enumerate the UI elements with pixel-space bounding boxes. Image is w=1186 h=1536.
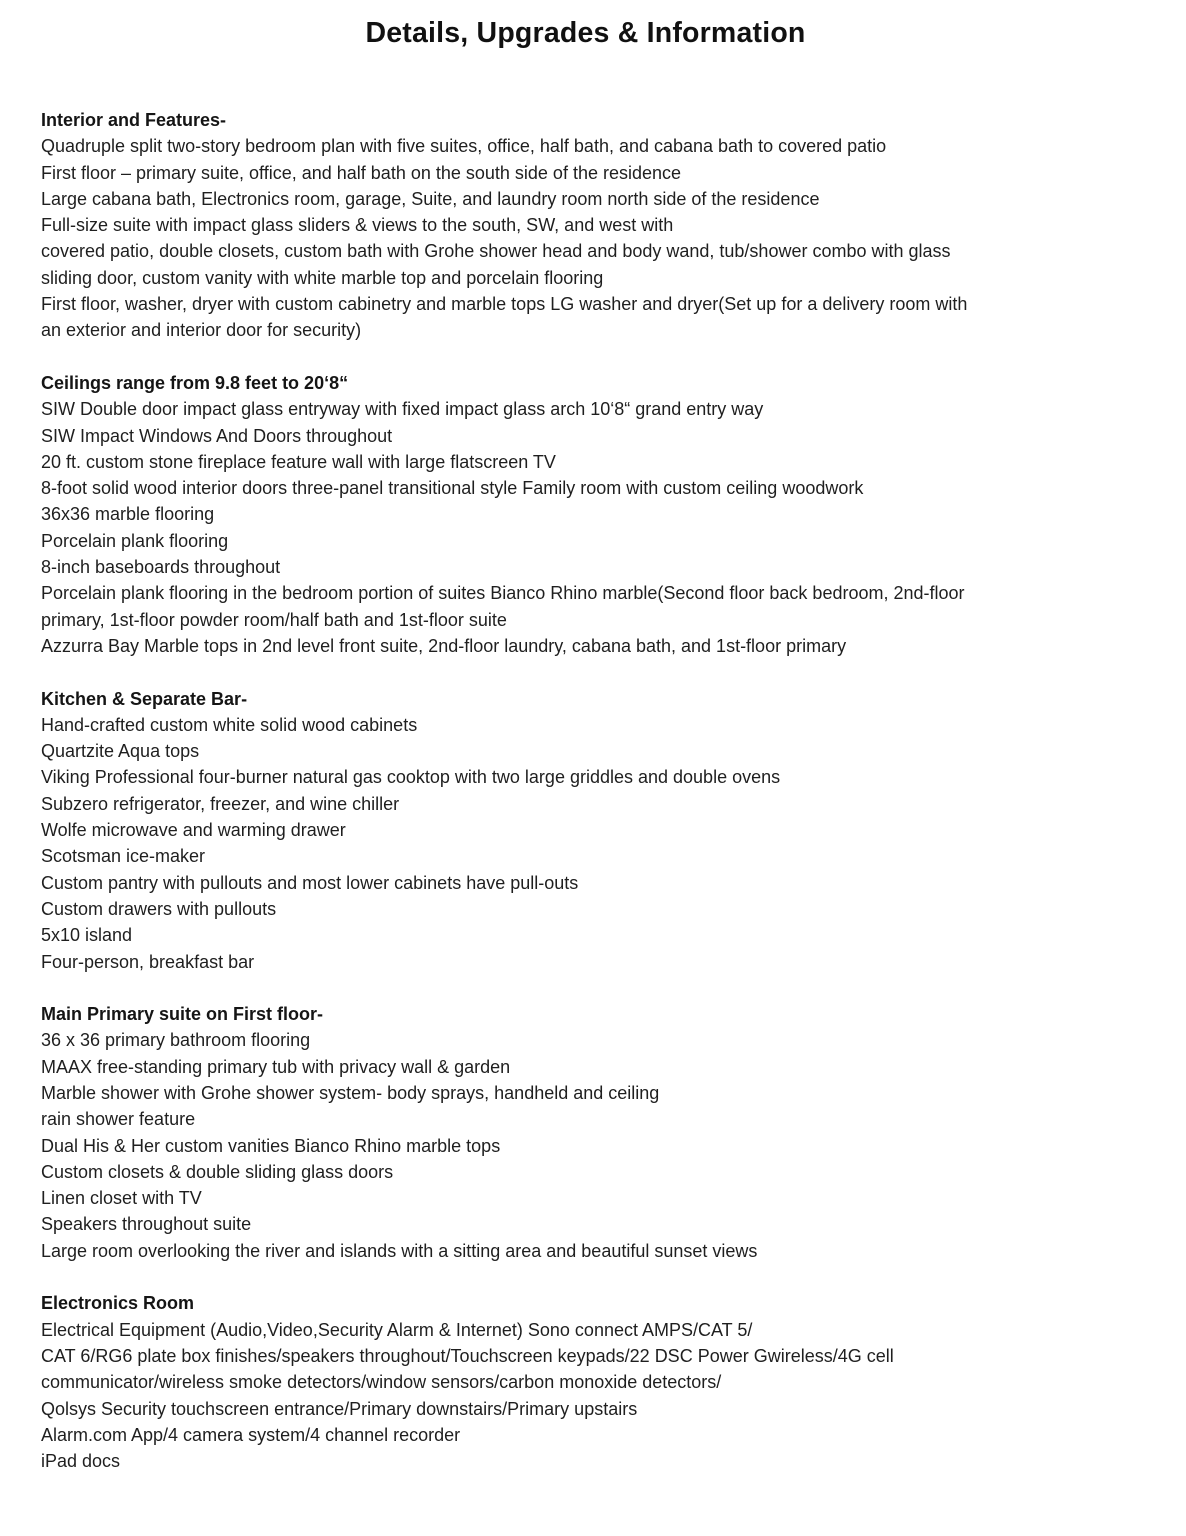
text-line: iPad docs	[41, 1451, 121, 1472]
text-line: Wolfe microwave and warming drawer	[41, 820, 346, 841]
section-lines	[41, 1317, 1130, 1475]
text-line: 20 ft. custom stone fireplace feature wall with large flatscreen TV	[41, 451, 556, 472]
text-line: First floor – primary suite, office, and half bath on the south side of the residence	[41, 162, 682, 183]
section-lines	[41, 1027, 1130, 1264]
text-line: Azzurra Bay Marble tops in 2nd level front suite, 2nd-floor laundry, cabana bath, and 1st-floor primary	[41, 635, 847, 656]
section-kitchen-separate-bar	[41, 686, 1130, 975]
text-line: Four-person, breakfast bar	[41, 951, 255, 972]
text-line: Porcelain plank flooring	[41, 530, 229, 551]
text-line: communicator/wireless smoke detectors/window sensors/carbon monoxide detectors/	[41, 1372, 722, 1393]
text-line: rain shower feature	[41, 1109, 196, 1130]
section-lines	[41, 133, 1130, 343]
text-line: Dual His & Her custom vanities Bianco Rhino marble tops	[41, 1135, 501, 1156]
text-line: First floor, washer, dryer with custom cabinetry and marble tops LG washer and dryer(Set up for a delivery room with	[41, 294, 968, 315]
section-main-primary-suite	[41, 1001, 1130, 1264]
section-heading: Interior and Features-	[41, 110, 227, 130]
text-line: Qolsys Security touchscreen entrance/Primary downstairs/Primary upstairs	[41, 1398, 638, 1419]
text-line: Custom pantry with pullouts and most lower cabinets have pull-outs	[41, 872, 579, 893]
text-line: Marble shower with Grohe shower system- body sprays, handheld and ceiling	[41, 1082, 660, 1103]
text-line: Scotsman ice-maker	[41, 846, 206, 867]
text-line: Custom closets & double sliding glass doors	[41, 1161, 394, 1182]
section-heading: Kitchen & Separate Bar-	[41, 688, 248, 709]
section-electronics-room	[41, 1290, 1130, 1474]
text-line: MAAX free-standing primary tub with privacy wall & garden	[41, 1056, 511, 1077]
text-line: Quadruple split two-story bedroom plan with five suites, office, half bath, and cabana bath to covered patio	[41, 136, 887, 157]
section-lines	[41, 712, 1130, 975]
text-line: Alarm.com App/4 camera system/4 channel recorder	[41, 1424, 461, 1445]
page-title: Details, Upgrades & Information	[365, 17, 806, 49]
text-line: Subzero refrigerator, freezer, and wine chiller	[41, 793, 400, 814]
text-line: 8-inch baseboards throughout	[41, 557, 281, 578]
text-line: Full-size suite with impact glass sliders & views to the south, SW, and west with	[41, 215, 674, 236]
text-line: 36 x 36 primary bathroom flooring	[41, 1030, 311, 1051]
section-lines	[41, 396, 1130, 659]
text-line: SIW Impact Windows And Doors throughout	[41, 425, 393, 446]
text-line: Hand-crafted custom white solid wood cabinets	[41, 714, 418, 735]
text-line: Large room overlooking the river and islands with a sitting area and beautiful sunset views	[41, 1240, 758, 1261]
text-line: 5x10 island	[41, 925, 133, 946]
text-line: covered patio, double closets, custom bath with Grohe shower head and body wand, tub/shower combo with glass	[41, 241, 951, 262]
text-line: Speakers throughout suite	[41, 1214, 252, 1235]
section-heading: Ceilings range from 9.8 feet to 20‘8“	[41, 372, 349, 393]
text-line: primary, 1st-floor powder room/half bath and 1st-floor suite	[41, 609, 507, 630]
text-line: Linen closet with TV	[41, 1188, 202, 1209]
text-line: Custom drawers with pullouts	[41, 898, 277, 919]
text-line: an exterior and interior door for security)	[41, 320, 362, 341]
text-line: Large cabana bath, Electronics room, garage, Suite, and laundry room north side of the residence	[41, 188, 820, 209]
text-line: 8-foot solid wood interior doors three-panel transitional style Family room with custom ceiling woodwork	[41, 478, 864, 499]
section-heading: Electronics Room	[41, 1293, 195, 1314]
text-line: CAT 6/RG6 plate box finishes/speakers throughout/Touchscreen keypads/22 DSC Power Gwireless/4G cell	[41, 1345, 894, 1366]
text-line: Electrical Equipment (Audio,Video,Security Alarm & Internet) Sono connect AMPS/CAT 5/	[41, 1319, 753, 1340]
section-ceilings	[41, 370, 1130, 659]
text-line: Viking Professional four-burner natural gas cooktop with two large griddles and double ovens	[41, 767, 781, 788]
section-heading: Main Primary suite on First floor-	[41, 1004, 324, 1025]
section-interior-and-features	[41, 107, 1130, 344]
text-line: sliding door, custom vanity with white marble top and porcelain flooring	[41, 267, 604, 288]
text-line: Quartzite Aqua tops	[41, 741, 200, 762]
text-line: SIW Double door impact glass entryway with fixed impact glass arch 10‘8“ grand entry way	[41, 399, 764, 420]
text-line: 36x36 marble flooring	[41, 504, 215, 525]
text-line: Porcelain plank flooring in the bedroom portion of suites Bianco Rhino marble(Second floor back bedroom, 2nd-floor	[41, 583, 965, 604]
